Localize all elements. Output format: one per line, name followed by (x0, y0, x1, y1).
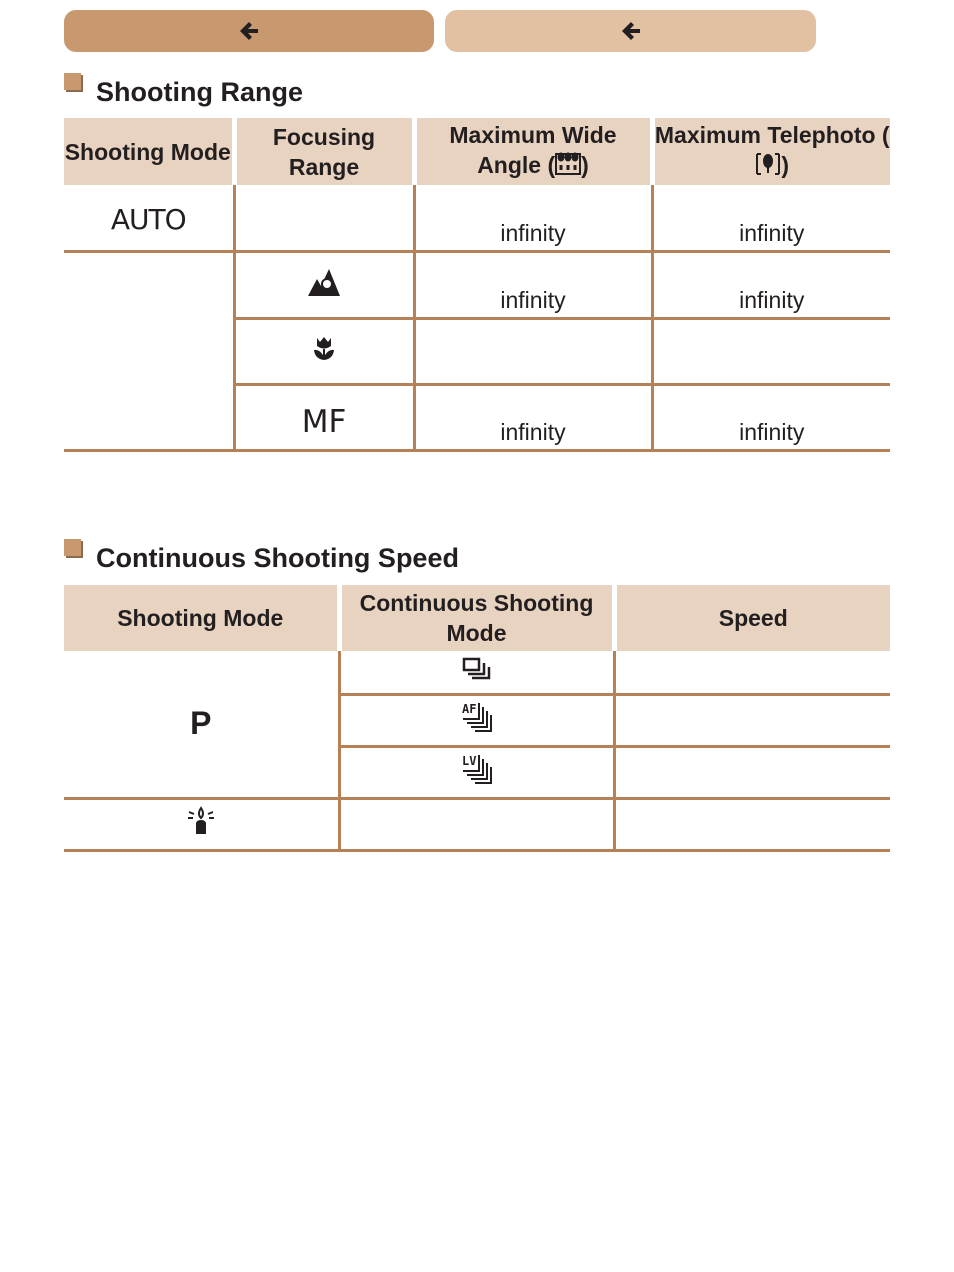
speed-cell (614, 798, 890, 850)
mode-p-cell (64, 651, 339, 798)
focus-landscape-cell (234, 251, 414, 318)
tele-value: infinity (652, 251, 890, 318)
previous-page-button[interactable] (445, 10, 816, 52)
focus-macro-cell (234, 318, 414, 384)
section-marker-icon (64, 73, 81, 90)
shooting-range-table (64, 118, 890, 452)
speed-cell (614, 651, 890, 694)
continuous-speed-table (64, 585, 890, 852)
drive-continuous-cell (339, 651, 614, 694)
wide-value: infinity (414, 251, 652, 318)
arrow-left-icon (237, 19, 261, 43)
header-shooting-mode: Shooting Mode (64, 585, 339, 651)
wide-angle-icon (555, 152, 581, 183)
wide-value: infinity (414, 185, 652, 251)
section-title: Shooting Range (96, 77, 303, 107)
mode-auto-cell (64, 185, 234, 251)
continuous-shooting-icon (462, 657, 492, 687)
auto-mode-label: AUTO (110, 203, 186, 236)
macro-icon (311, 335, 337, 367)
svg-text:AF: AF (461, 702, 476, 716)
header-continuous-mode: Continuous Shooting Mode (339, 585, 614, 651)
back-button[interactable] (64, 10, 434, 52)
wide-value (414, 318, 652, 384)
mode-other-cell (64, 251, 234, 450)
focus-mf-cell (234, 384, 414, 450)
header-shooting-mode: Shooting Mode (64, 118, 234, 185)
drive-lv-cell (339, 746, 614, 798)
p-mode-label: P (190, 705, 212, 742)
telephoto-icon (755, 152, 781, 183)
shooting-range-heading (64, 69, 303, 106)
drive-cell (339, 798, 614, 850)
speed-cell (614, 694, 890, 746)
low-light-icon (186, 806, 216, 842)
wide-value: infinity (414, 384, 652, 450)
header-speed: Speed (614, 585, 890, 651)
continuous-lv-icon (461, 753, 493, 791)
section-title: Continuous Shooting Speed (96, 543, 459, 573)
mode-lowlight-cell (64, 798, 339, 850)
focus-range-cell (234, 185, 414, 251)
tele-value: infinity (652, 185, 890, 251)
header-focusing-range: Focusing Range (234, 118, 414, 185)
drive-af-cell (339, 694, 614, 746)
header-max-tele: Maximum Telephoto () (652, 118, 890, 185)
tele-value: infinity (652, 384, 890, 450)
arrow-left-icon (619, 19, 643, 43)
tele-value (652, 318, 890, 384)
mf-label: MF (301, 403, 347, 440)
svg-text:LV: LV (461, 754, 476, 768)
section-marker-icon (64, 539, 81, 556)
landscape-icon (307, 267, 341, 303)
continuous-af-icon (461, 701, 493, 739)
header-max-wide: Maximum Wide Angle ( ) (414, 118, 652, 185)
continuous-speed-heading (64, 535, 459, 572)
speed-cell (614, 746, 890, 798)
